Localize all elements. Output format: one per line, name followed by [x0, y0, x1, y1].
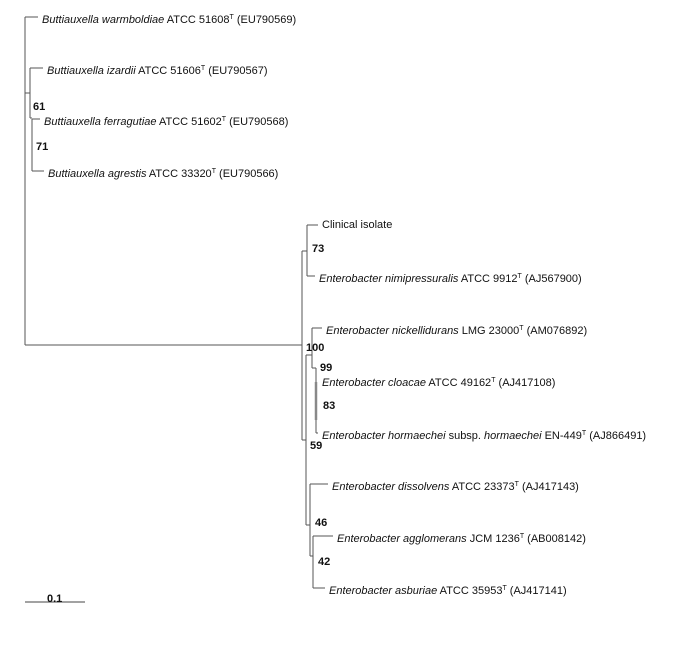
strain-id: JCM 1236 — [466, 533, 520, 545]
type-strain-marker: T — [519, 325, 524, 332]
strain-id: ATCC 23373 — [449, 481, 515, 493]
accession-number: (EU790566) — [215, 168, 279, 180]
accession-number: (EU790569) — [233, 14, 297, 26]
taxon-name: Enterobacter agglomerans — [337, 533, 467, 545]
accession-number: (AB008142) — [524, 533, 586, 545]
accession-number: (AJ567900) — [521, 273, 582, 285]
accession-number: (AJ866491) — [586, 430, 647, 442]
accession-number: (AJ417108) — [495, 377, 556, 389]
taxon-rank: subsp. — [445, 430, 485, 442]
accession-number: (EU790567) — [205, 65, 268, 77]
taxon-name: Buttiauxella ferragutiae — [44, 116, 157, 128]
type-strain-marker: T — [221, 116, 227, 123]
type-strain-marker: T — [519, 533, 525, 540]
bootstrap-value: 61 — [33, 101, 46, 113]
taxon-name: Enterobacter nickellidurans — [326, 325, 459, 337]
type-strain-marker: T — [229, 14, 234, 21]
taxon-name: Buttiauxella warmboldiae — [42, 14, 165, 26]
strain-id: ATCC 51608 — [164, 14, 230, 26]
type-strain-marker: T — [581, 430, 587, 437]
accession-number: (AM076892) — [523, 325, 588, 337]
bootstrap-value: 71 — [36, 141, 49, 153]
leaf-label — [42, 11, 296, 27]
taxon-name: Buttiauxella agrestis — [48, 168, 147, 180]
taxon-name: Enterobacter hormaechei — [322, 430, 446, 442]
leaf-label — [319, 270, 582, 286]
bootstrap-value: 99 — [320, 362, 333, 374]
taxon-name: Enterobacter cloacae — [322, 377, 426, 389]
strain-id: ATCC 33320 — [146, 168, 212, 180]
strain-id: ATCC 35953 — [437, 585, 503, 597]
scale-bar-label: 0.1 — [47, 593, 63, 605]
leaf-label — [329, 582, 567, 598]
strain-id: ATCC 51606 — [135, 65, 201, 77]
taxon-name: Enterobacter dissolvens — [332, 481, 450, 493]
type-strain-marker: T — [211, 168, 216, 175]
leaf-label — [44, 113, 288, 129]
bootstrap-value: 46 — [315, 517, 328, 529]
type-strain-marker: T — [502, 585, 507, 592]
bootstrap-value: 83 — [323, 400, 336, 412]
leaf-label — [47, 62, 268, 78]
taxon-name: Enterobacter nimipressuralis — [319, 273, 459, 285]
accession-number: (AJ417143) — [518, 481, 579, 493]
strain-id: LMG 23000 — [458, 325, 520, 337]
leaf-label — [332, 478, 579, 494]
accession-number: (EU790568) — [226, 116, 289, 128]
taxon-name: Enterobacter asburiae — [329, 585, 438, 597]
taxon-name: Clinical isolate — [322, 219, 393, 231]
leaf-label — [322, 219, 392, 232]
strain-id: ATCC 49162 — [425, 377, 492, 389]
leaf-label — [337, 530, 586, 546]
bootstrap-value: 73 — [312, 243, 325, 255]
taxon-name: Buttiauxella izardii — [47, 65, 136, 77]
type-strain-marker: T — [514, 481, 519, 488]
accession-number: (AJ417141) — [506, 585, 567, 597]
leaf-label — [326, 322, 587, 338]
strain-id: ATCC 9912 — [458, 273, 518, 285]
type-strain-marker: T — [200, 65, 206, 72]
taxon-subspecies: hormaechei — [484, 430, 542, 442]
type-strain-marker: T — [517, 273, 522, 280]
bootstrap-value: 42 — [318, 556, 331, 568]
bootstrap-value: 59 — [310, 440, 323, 452]
strain-id: ATCC 51602 — [156, 116, 222, 128]
leaf-label — [322, 374, 555, 390]
strain-id: EN-449 — [541, 430, 582, 442]
type-strain-marker: T — [491, 377, 496, 384]
leaf-label — [322, 427, 646, 443]
leaf-label — [48, 165, 278, 181]
bootstrap-value: 100 — [306, 342, 325, 354]
